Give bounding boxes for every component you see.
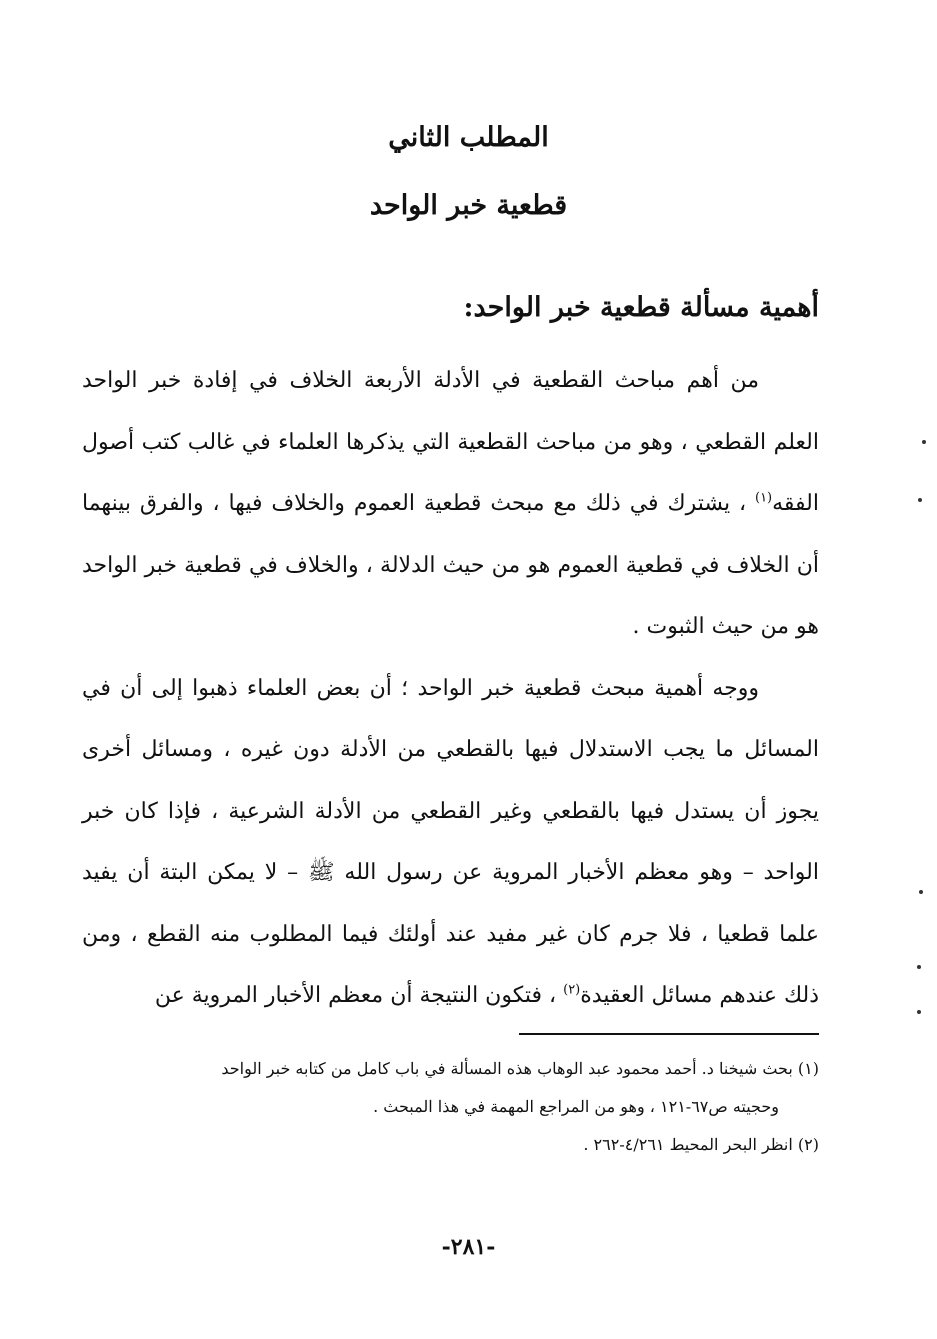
scan-speck — [918, 498, 922, 502]
paragraph-1 — [82, 350, 819, 658]
footnote-2-line-1: (٢) انظر البحر المحيط ٤/٢٦١-٢٦٢ . — [583, 1135, 819, 1154]
footnote-ref-1: (١) — [754, 490, 773, 506]
scan-speck — [919, 890, 923, 894]
paragraph-2 — [82, 658, 819, 1027]
footnote-ref-2: (٢) — [563, 982, 581, 998]
body-text — [82, 350, 819, 1027]
chapter-title: المطلب الثاني — [388, 122, 549, 153]
footnote-2 — [82, 1126, 819, 1164]
footnote-1-line-1: (١) بحث شيخنا د. أحمد محمود عبد الوهاب هذه المسألة في باب كامل من كتابه خبر الواحد — [221, 1059, 819, 1078]
paragraph-1-text-b: ، يشترك في ذلك مع مبحث قطعية العموم والخلاف فيها ، والفرق بينهما أن الخلاف في قطعية العموم هو من حيث الدلالة ، والخلاف في قطعية خبر الواحد هو من حيث الثبوت . — [82, 491, 819, 639]
paragraph-2-text-b: ، فتكون النتيجة أن معظم الأخبار المروية عن — [154, 983, 557, 1008]
footnote-1 — [82, 1050, 819, 1126]
footnotes — [82, 1050, 819, 1164]
footnote-1-line-2: وحجيته ص٦٧-١٢١ ، وهو من المراجع المهمة في هذا المبحث . — [373, 1097, 779, 1116]
page-number: -٢٨١- — [441, 1234, 496, 1260]
paragraph-1-text-a: من أهم مباحث القطعية في الأدلة الأربعة الخلاف في إفادة خبر الواحد العلم القطعي ، وهو من مباحث القطعية التي يذكرها العلماء في غالب كتب أصول الفقه — [82, 368, 819, 516]
chapter-subtitle: قطعية خبر الواحد — [369, 190, 568, 221]
paragraph-2-text-a: ووجه أهمية مبحث قطعية خبر الواحد ؛ أن بعض العلماء ذهبوا إلى أن في المسائل ما يجب الاستدلال فيها بالقطعي من الأدلة دون غيره ، ومسائل أخرى يجوز أن يستدل فيها بالقطعي وغير القطعي من الأدلة الشرعية ، فإذا كان خبر الواحد – وهو معظم الأخبار المروية عن رسول الله ﷺ – لا يمكن البتة أن يفيد علما قطعيا ، فلا جرم كان غير مفيد عند أولئك فيما المطلوب منه القطع ، ومن ذلك عندهم مسائل العقيدة — [82, 675, 819, 1008]
section-heading: أهمية مسألة قطعية خبر الواحد: — [463, 292, 819, 323]
scan-speck — [922, 440, 926, 444]
scan-speck — [917, 965, 921, 969]
footnote-divider — [519, 1033, 819, 1035]
scan-speck — [917, 1010, 921, 1014]
